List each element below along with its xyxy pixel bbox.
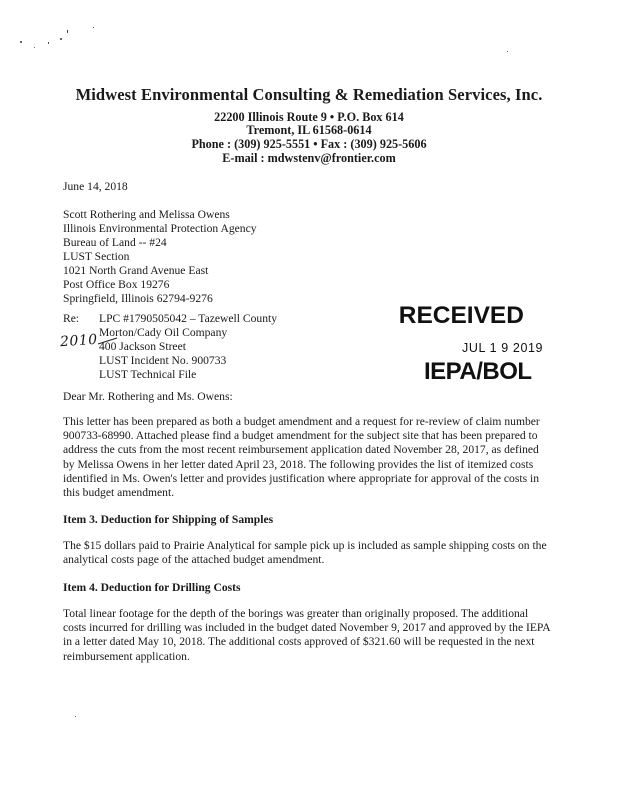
scan-speck — [48, 42, 49, 44]
salutation: Dear Mr. Rothering and Ms. Owens: — [63, 390, 233, 403]
section-body-item-3: The $15 dollars paid to Prairie Analytical for sample pick up is included as sample shipping costs on the analytical costs page of the attached budget amendment. — [63, 539, 547, 567]
subject-line: 400 Jackson Street — [99, 340, 186, 353]
recipient-line: 1021 North Grand Avenue East — [63, 264, 209, 277]
recipient-line: Post Office Box 19276 — [63, 278, 170, 291]
scan-speck — [75, 716, 76, 717]
recipient-line: Scott Rothering and Melissa Owens — [63, 208, 230, 221]
scan-speck — [93, 27, 94, 28]
company-address-line-2: Tremont, IL 61568-0614 — [246, 123, 372, 137]
received-stamp-date: JUL 1 9 2019 — [462, 341, 544, 355]
received-stamp-title: RECEIVED — [398, 302, 524, 329]
intro-paragraph: This letter has been prepared as both a budget amendment and a request for re-review of claim number 900733-68990. Attached please find a budget amendment for the subject site that has been prepared to address the cuts from the most recent reimbursement application dated November 28, 2017, as defined by Melissa Owens in her letter dated April 23, 2018. The following provides the list of itemized costs identified in Ms. Owen's letter and provides justification where appropriate for approval of the costs in this budget amendment. — [63, 415, 540, 500]
recipient-line: LUST Section — [63, 250, 130, 263]
section-heading-item-4: Item 4. Deduction for Drilling Costs — [63, 581, 241, 594]
received-stamp-agency: IEPA/BOL — [424, 358, 532, 385]
subject-line: Morton/Cady Oil Company — [99, 326, 228, 339]
section-heading-item-3: Item 3. Deduction for Shipping of Samples — [63, 513, 274, 526]
scan-speck — [34, 47, 35, 48]
company-name: Midwest Environmental Consulting & Remediation Services, Inc. — [75, 85, 543, 104]
scan-speck — [67, 30, 68, 33]
recipient-line: Springfield, Illinois 62794-9276 — [63, 292, 213, 305]
scan-speck — [20, 41, 22, 43]
letter-date: June 14, 2018 — [63, 180, 128, 193]
section-body-item-4: Total linear footage for the depth of the borings was greater than originally proposed. The additional costs incurred for drilling was included in the budget dated November 9, 2017 and approved by the IEPA in a letter dated May 10, 2018. The additional costs approved of $321.60 will be requested in the next reimbursement application. — [63, 607, 551, 663]
subject-line: LPC #1790505042 – Tazewell County — [99, 312, 278, 325]
subject-line: LUST Technical File — [99, 368, 197, 381]
subject-line: LUST Incident No. 900733 — [99, 354, 227, 367]
subject-label: Re: — [63, 312, 80, 325]
recipient-line: Bureau of Land -- #24 — [63, 236, 167, 249]
company-email: E-mail : mdwstenv@frontier.com — [222, 151, 396, 165]
recipient-line: Illinois Environmental Protection Agency — [63, 222, 257, 235]
company-address-line-1: 22200 Illinois Route 9 • P.O. Box 614 — [214, 110, 404, 124]
scan-speck — [507, 51, 508, 52]
strike-through-mark — [97, 335, 119, 349]
handwritten-annotation: 2010 — [59, 331, 99, 351]
company-phone-fax: Phone : (309) 925-5551 • Fax : (309) 925-5606 — [191, 137, 427, 151]
scan-speck — [60, 38, 62, 40]
